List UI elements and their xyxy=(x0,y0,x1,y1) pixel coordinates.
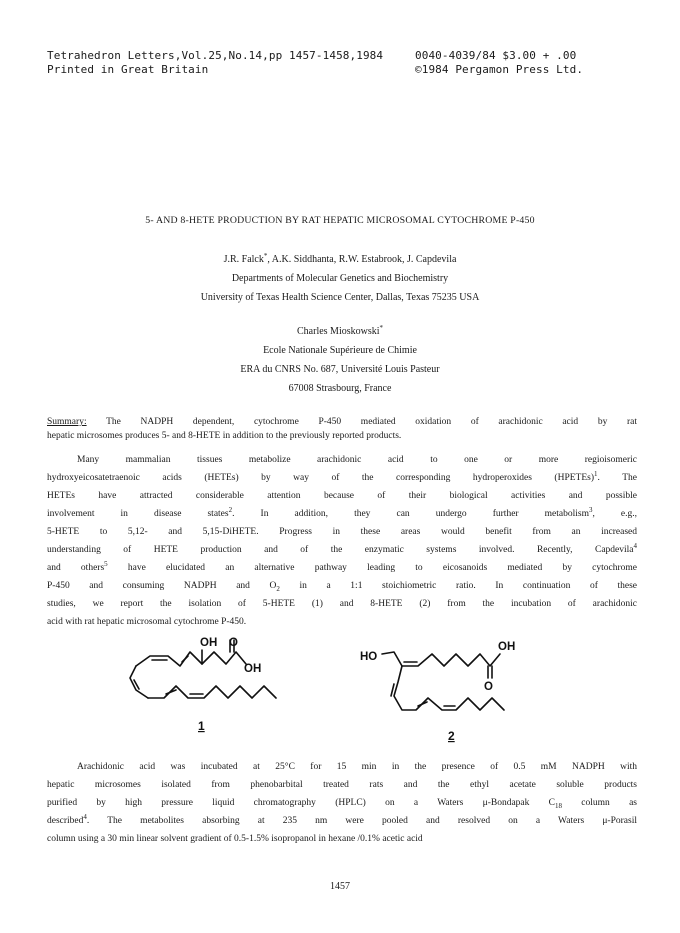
affiliation2-city: 67008 Strasbourg, France xyxy=(288,383,392,394)
author-falck: J.R. Falck xyxy=(223,254,264,265)
summary-label: Summary: xyxy=(47,417,87,427)
author-mioskowski xyxy=(0,326,680,337)
acid-hydroxyl-label: OH xyxy=(244,663,262,675)
affiliation2-school: Ecole Nationale Supérieure de Chimie xyxy=(263,345,417,356)
ref-mark: 4 xyxy=(633,542,637,550)
issn-price: 0040-4039/84 $3.00 + .00 xyxy=(415,49,577,62)
intro-line: Many mammalian tissues metabolize arachidonic acid to one or more regioisomeric xyxy=(77,455,637,465)
acid-hydroxyl-label: OH xyxy=(498,641,516,653)
carbonyl-label: O xyxy=(229,637,238,649)
intro-line: acid with rat hepatic microsomal cytochrome P-450. xyxy=(47,617,247,627)
affiliation-department: Departments of Molecular Genetics and Biochemistry xyxy=(231,273,449,284)
corresponding-mark: * xyxy=(263,252,268,260)
copyright-notice: ©1984 Pergamon Press Ltd. xyxy=(415,63,584,76)
intro-line: involvement in disease states$^2$. In addition, they can undergo further metabolism$^3$, e.g., xyxy=(47,506,637,519)
intro-line: studies, we report the isolation of 5-HETE (1) and 8-HETE (2) from the incubation of arachidonic xyxy=(47,599,637,609)
affiliation2-cnrs: ERA du CNRS No. 687, Université Louis Pasteur xyxy=(240,364,440,375)
methods-line: purified by high pressure liquid chromatography (HPLC) on a Waters μ-Bondapak $C_{18}$ column as xyxy=(47,798,637,810)
compound-number-2: 2 xyxy=(448,729,455,743)
methods-line: Arachidonic acid was incubated at 25°C for 15 min in the presence of 0.5 mM NADPH with xyxy=(77,762,637,772)
intro-line: understanding of HETE production and of the enzymatic systems involved. Recently, Capdevila$^4$ xyxy=(47,542,637,555)
methods-line: hepatic microsomes isolated from phenobarbital treated rats and the ethyl acetate soluble products xyxy=(47,780,637,790)
intro-paragraph xyxy=(47,451,637,631)
methods-line: column using a 30 min linear solvent gradient of 0.5-1.5% isopropanol in hexane /0.1% acetic acid xyxy=(47,834,423,844)
intro-line: and others$^5$ have elucidated an alternative pathway leading to eicosanoids mediated by cytochrome xyxy=(47,560,638,573)
author-list xyxy=(0,254,680,265)
page-number: 1457 xyxy=(330,881,350,892)
author-list-rest: , A.K. Siddhanta, R.W. Estabrook, J. Capdevila xyxy=(267,254,457,265)
ref-mark: 4 xyxy=(83,813,87,821)
compound-number-1: 1 xyxy=(198,719,205,733)
subscript: 2 xyxy=(276,585,280,593)
structure-5-hete xyxy=(120,628,300,738)
structure-8-hete xyxy=(360,630,550,745)
subscript: 18 xyxy=(555,802,563,810)
summary xyxy=(47,415,637,443)
ref-mark: 5 xyxy=(104,560,108,568)
summary-text-1: The NADPH dependent, cytochrome P-450 mediated oxidation of arachidonic acid by rat xyxy=(86,417,637,427)
intro-line: P-450 and consuming NADPH and $O_2$ in a 1:1 stoichiometric ratio. In continuation of these xyxy=(47,581,637,593)
carbonyl-label: O xyxy=(484,681,493,693)
journal-citation: Tetrahedron Letters,Vol.25,No.14,pp 1457-1458,1984 xyxy=(47,49,384,62)
summary-text-2: hepatic microsomes produces 5- and 8-HETE in addition to the previously reported products. xyxy=(47,431,402,441)
methods-paragraph xyxy=(47,758,637,848)
corresponding-mark-2: * xyxy=(379,324,383,332)
ref-mark: 1 xyxy=(594,470,598,478)
ref-mark: 2 xyxy=(228,506,233,514)
author2-name: Charles Mioskowski xyxy=(297,326,380,337)
hydroxyl-label: HO xyxy=(360,651,378,663)
methods-line: described$^4$. The metabolites absorbing at 235 nm were pooled and resolved on a Waters μ-Porasil xyxy=(47,813,637,826)
intro-line: hydroxyeicosatetraenoic acids (HETEs) by way of the corresponding hydroperoxides (HPETEs)$^1$. The xyxy=(47,470,637,483)
affiliation-university: University of Texas Health Science Center, Dallas, Texas 75235 USA xyxy=(200,292,480,303)
intro-line: 5-HETE to 5,12- and 5,15-DiHETE. Progress in these areas would benefit from an increased xyxy=(47,527,637,537)
ref-mark: 3 xyxy=(588,506,593,514)
article-title: 5- AND 8-HETE PRODUCTION BY RAT HEPATIC MICROSOMAL CYTOCHROME P-450 xyxy=(145,215,535,226)
intro-line: HETEs have attracted considerable attention because of their biological activities and possible xyxy=(47,491,637,501)
hydroxyl-label: OH xyxy=(200,637,218,649)
print-location: Printed in Great Britain xyxy=(47,63,209,76)
